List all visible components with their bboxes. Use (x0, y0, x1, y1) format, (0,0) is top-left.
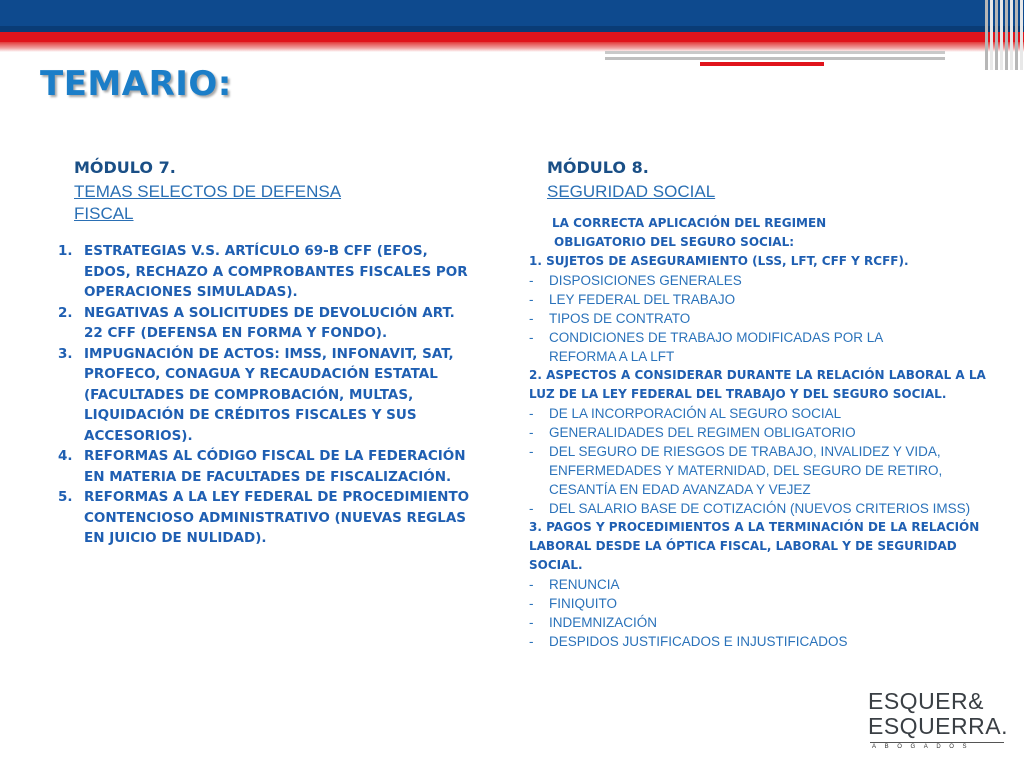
section-heading: 3. PAGOS Y PROCEDIMIENTOS A LA TERMINACIÓN DE LA RELACIÓN LABORAL DESDE LA ÓPTICA FISCAL, LABORAL Y DE SEGURIDAD SOCIAL. (529, 520, 980, 572)
list-item-number: 3. (58, 345, 73, 362)
module8-body (529, 252, 999, 651)
module8-intro-line2: OBLIGATORIO DEL SEGURO SOCIAL: (554, 235, 795, 249)
header-accent-line (605, 57, 945, 60)
dash-marker: - (529, 425, 534, 440)
dash-marker: - (529, 501, 534, 516)
list-item-text: INDEMNIZACIÓN (549, 615, 657, 630)
logo-subtitle: ABOGADOS (872, 744, 976, 750)
list-item (529, 632, 999, 651)
dash-marker: - (529, 292, 534, 307)
logo-line2: ESQUERRA. (868, 713, 1008, 739)
module8-intro (552, 214, 992, 252)
module8-number: MÓDULO 8. (547, 158, 649, 177)
dash-marker: - (529, 406, 534, 421)
list-item-number: 5. (58, 489, 73, 505)
list-item-text: DESPIDOS JUSTIFICADOS E INJUSTIFICADOS (549, 634, 848, 649)
list-item (529, 328, 999, 366)
list-item-text: LEY FEDERAL DEL TRABAJO (549, 292, 736, 307)
list-item (58, 344, 478, 447)
module7-title-line1: TEMAS SELECTOS DE DEFENSA (74, 182, 342, 201)
list-item-text: RENUNCIA (549, 577, 620, 592)
header-stripes (985, 0, 1024, 70)
list-item-text: DEL SEGURO DE RIESGOS DE TRABAJO, INVALIDEZ Y VIDA, ENFERMEDADES Y MATERNIDAD, DEL SEGURO DE RETIRO, CESANTÍA EN EDAD AVANZADA Y VEJEZ (549, 444, 943, 497)
list-item (58, 303, 478, 344)
list-item (529, 309, 999, 328)
list-item-text: ESTRATEGIAS V.S. ARTÍCULO 69-B CFF (EFOS, EDOS, RECHAZO A COMPROBANTES FISCALES POR OPERACIONES SIMULADAS). (84, 243, 468, 300)
firm-logo (868, 688, 1018, 758)
header-accent-line (605, 51, 945, 54)
dash-marker: - (529, 444, 534, 459)
list-item-text: REFORMAS AL CÓDIGO FISCAL DE LA FEDERACIÓN EN MATERIA DE FACULTADES DE FISCALIZACIÓN. (84, 448, 466, 485)
slide-title: TEMARIO: (40, 64, 232, 104)
list-item-text: DE LA INCORPORACIÓN AL SEGURO SOCIAL (549, 406, 842, 421)
section-heading: 2. ASPECTOS A CONSIDERAR DURANTE LA RELACIÓN LABORAL A LA LUZ DE LA LEY FEDERAL DEL TRABAJO Y DEL SEGURO SOCIAL. (529, 368, 986, 401)
list-item-text: GENERALIDADES DEL REGIMEN OBLIGATORIO (549, 425, 856, 440)
list-item (529, 575, 999, 594)
list-item-text: DEL SALARIO BASE DE COTIZACIÓN (NUEVOS CRITERIOS IMSS) (549, 501, 971, 516)
module8-header (547, 158, 987, 203)
dash-marker: - (529, 330, 534, 345)
dash-marker: - (529, 596, 534, 611)
list-item (529, 442, 999, 499)
list-item (58, 446, 478, 487)
section-heading: 1. SUJETOS DE ASEGURAMIENTO (LSS, LFT, CFF Y RCFF). (529, 254, 909, 268)
dash-marker: - (529, 311, 534, 326)
logo-rule (870, 742, 1004, 743)
list-item-text: DISPOSICIONES GENERALES (549, 273, 742, 288)
list-item-number: 2. (58, 304, 73, 321)
list-item (529, 499, 999, 518)
list-item-number: 4. (58, 448, 73, 464)
dash-marker: - (529, 615, 534, 630)
list-item (529, 404, 999, 423)
module7-header (74, 158, 494, 225)
module7-number: MÓDULO 7. (74, 158, 176, 177)
header-band-red (0, 32, 1024, 42)
list-item (529, 613, 999, 632)
list-item (529, 271, 999, 290)
list-item-text: TIPOS DE CONTRATO (549, 311, 691, 326)
list-item (58, 241, 478, 303)
header-accent-red-line (700, 62, 824, 66)
list-item (529, 290, 999, 309)
list-item-text: NEGATIVAS A SOLICITUDES DE DEVOLUCIÓN ART. 22 CFF (DEFENSA EN FORMA Y FONDO). (84, 304, 455, 341)
list-item (529, 594, 999, 613)
module7-title-line2: FISCAL (74, 204, 134, 223)
list-item (529, 423, 999, 442)
module7-topic-list (58, 241, 478, 549)
logo-line1: ESQUER& (868, 688, 984, 714)
list-item (58, 487, 478, 549)
list-item-text: FINIQUITO (549, 596, 618, 611)
module8-intro-line1: LA CORRECTA APLICACIÓN DEL REGIMEN (552, 216, 827, 230)
dash-marker: - (529, 577, 534, 592)
dash-marker: - (529, 634, 534, 649)
list-item-text: IMPUGNACIÓN DE ACTOS: IMSS, INFONAVIT, SAT, PROFECO, CONAGUA Y RECAUDACIÓN ESTATAL (FACULTADES DE COMPROBACIÓN, MULTAS, LIQUIDACIÓN DE CRÉDITOS FISCALES Y SUS ACCESORIOS). (84, 345, 454, 444)
list-item-text: CONDICIONES DE TRABAJO MODIFICADAS POR LA REFORMA A LA LFT (549, 330, 883, 364)
module8-title: SEGURIDAD SOCIAL (547, 182, 716, 201)
dash-marker: - (529, 273, 534, 288)
list-item-text: REFORMAS A LA LEY FEDERAL DE PROCEDIMIENTO CONTENCIOSO ADMINISTRATIVO (NUEVAS REGLAS EN JUICIO DE NULIDAD). (84, 489, 470, 546)
list-item-number: 1. (58, 243, 73, 259)
